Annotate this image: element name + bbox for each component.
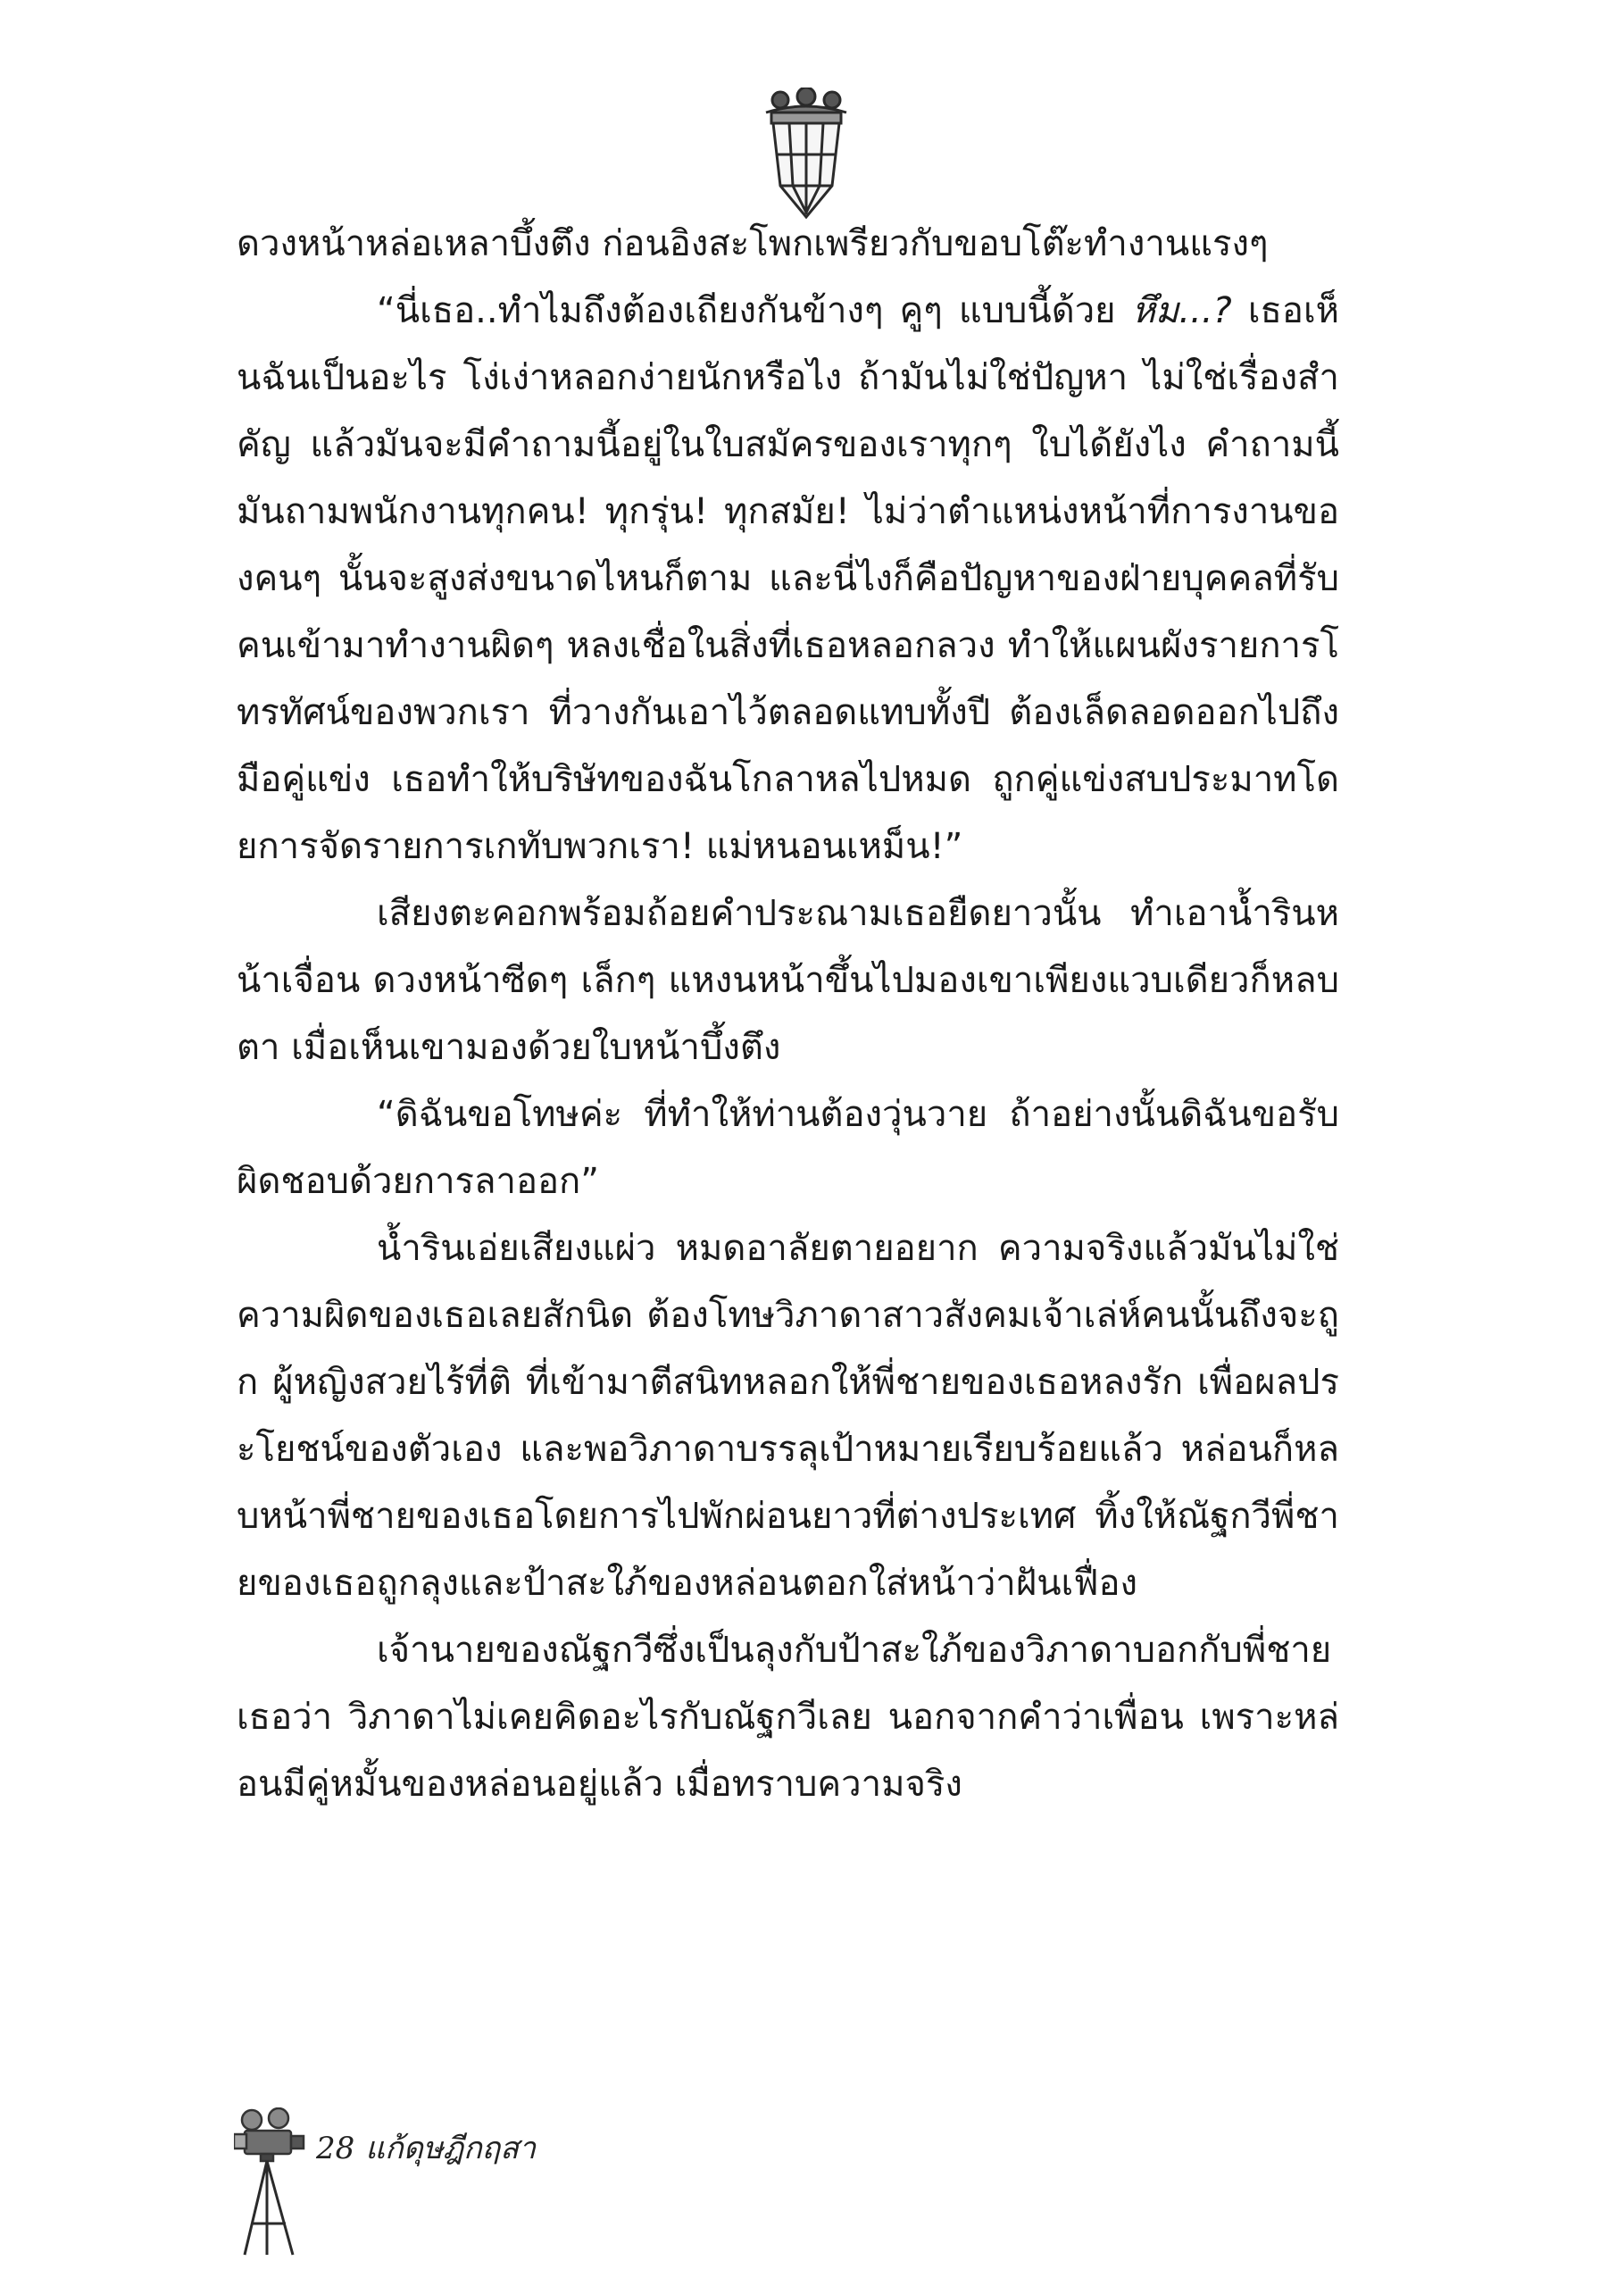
paragraph-4: “ดิฉันขอโทษค่ะ ที่ทำให้ท่านต้องวุ่นวาย ถ้าอย่างนั้นดิฉันขอรับผิดชอบด้วยการลาออก”	[237, 1094, 1339, 1202]
footer-label	[316, 2124, 536, 2172]
page-number: 28	[316, 2131, 355, 2166]
paragraph-2	[237, 278, 1339, 880]
paragraph-6: เจ้านายของณัฐกวีซึ่งเป็นลุงกับป้าสะใภ้ของวิภาดาบอกกับพี่ชายเธอว่า วิภาดาไม่เคยคิดอะไรกับณัฐกวีเลย นอกจากคำว่าเพื่อน เพราะหล่อนมีคู่หมั้นของหล่อนอยู่แล้ว เมื่อทราบความจริง	[237, 1630, 1339, 1805]
book-title: แก้ดุษฎีกฤสา	[365, 2131, 537, 2166]
paragraph-1: ดวงหน้าหล่อเหลาบึ้งตึง ก่อนอิงสะโพกเพรียวกับขอบโต๊ะทำงานแรงๆ	[237, 223, 1269, 264]
paragraph-2-emphasis: หึม...?	[1131, 290, 1232, 331]
lantern-ornament-icon	[754, 88, 859, 221]
paragraph-3: เสียงตะคอกพร้อมถ้อยคำประณามเธอยืดยาวนั้น ทำเอาน้ำรินหน้าเจื่อน ดวงหน้าซีดๆ เล็กๆ แหงนหน้าขึ้นไปมองเขาเพียงแวบเดียวก็หลบตา เมื่อเห็นเขามองด้วยใบหน้าบึ้งตึง	[237, 893, 1339, 1068]
film-camera-icon	[234, 2107, 311, 2257]
paragraph-2-after: เธอเห็นฉันเป็นอะไร โง่เง่าหลอกง่ายนักหรือไง ถ้ามันไม่ใช่ปัญหา ไม่ใช่เรื่องสำคัญ แล้วมันจะมีคำถามนี้อยู่ในใบสมัครของเราทุกๆ ใบได้ยังไง คำถามนี้ มันถามพนักงานทุกคน! ทุกรุ่น! ทุกสมัย! ไม่ว่าตำแหน่งหน้าที่การงานของคนๆ นั้นจะสูงส่งขนาดไหนก็ตาม และนี่ไงก็คือปัญหาของฝ่ายบุคคลที่รับคนเข้ามาทำงานผิดๆ หลงเชื่อในสิ่งที่เธอหลอกลวง ทำให้แผนผังรายการโทรทัศน์ของพวกเรา ที่วางกันเอาไว้ตลอดแทบทั้งปี ต้องเล็ดลอดออกไปถึงมือคู่แข่ง เธอทำให้บริษัทของฉันโกลาหลไปหมด ถูกคู่แข่งสบประมาทโดยการจัดรายการเกทับพวกเรา! แม่หนอนเหม็น!”	[237, 290, 1339, 867]
page-footer	[234, 2107, 680, 2259]
paragraph-2-before: “นี่เธอ..ทำไมถึงต้องเถียงกันข้างๆ คูๆ แบบนี้ด้วย	[377, 290, 1132, 331]
paragraph-5: น้ำรินเอ่ยเสียงแผ่ว หมดอาลัยตายอยาก ความจริงแล้วมันไม่ใช่ความผิดของเธอเลยสักนิด ต้องโทษวิภาดาสาวสังคมเจ้าเล่ห์คนนั้นถึงจะถูก ผู้หญิงสวยไร้ที่ติ ที่เข้ามาตีสนิทหลอกให้พี่ชายของเธอหลงรัก เพื่อผลประโยชน์ของตัวเอง และพอวิภาดาบรรลุเป้าหมายเรียบร้อยแล้ว หล่อนก็หลบหน้าพี่ชายของเธอโดยการไปพักผ่อนยาวที่ต่างประเทศ ทิ้งให้ณัฐกวีพี่ชายของเธอถูกลุงและป้าสะใภ้ของหล่อนตอกใส่หน้าว่าฝันเฟื่อง	[237, 1228, 1339, 1604]
body-text	[237, 211, 1339, 1818]
